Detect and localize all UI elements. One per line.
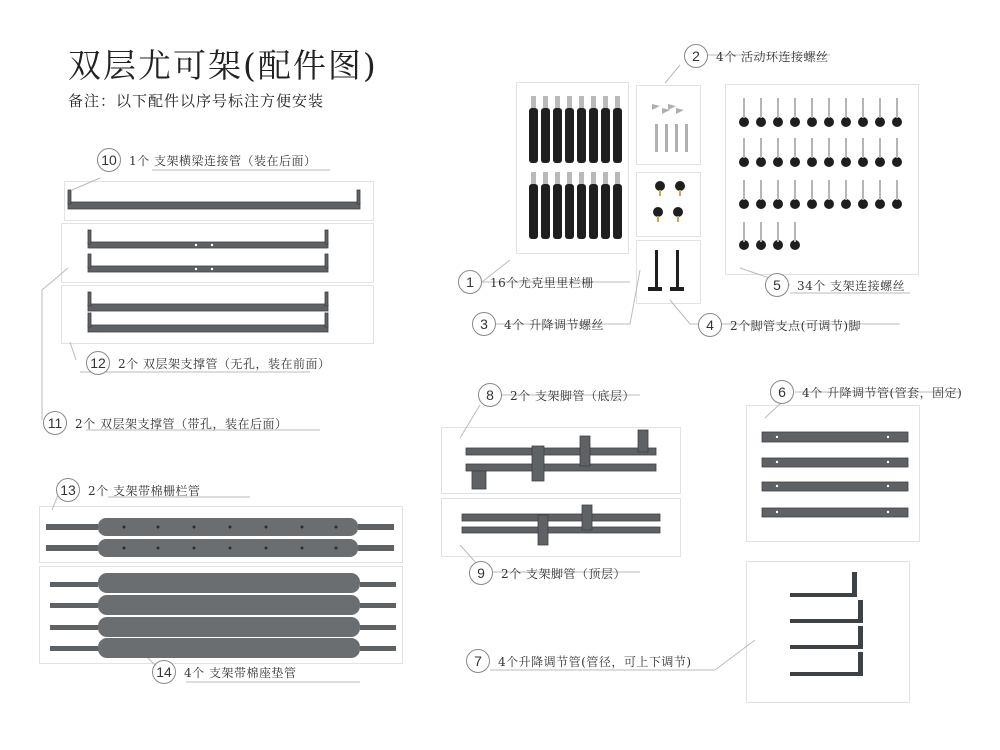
part-number-badge: 13 <box>56 478 80 502</box>
photo-part-5 <box>725 84 919 275</box>
page-subtitle: 备注：以下配件以序号标注方便安装 <box>68 92 325 110</box>
part-description: 16个尤克里里栏栅 <box>490 275 594 290</box>
part-description: 4个升降调节管(管径，可上下调节) <box>498 654 692 669</box>
photo-part-9 <box>441 498 681 557</box>
part-number-badge: 4 <box>698 313 722 337</box>
part-description: 2个 支架脚管（顶层） <box>501 566 626 581</box>
photo-part-8 <box>441 427 681 494</box>
part-description: 1个 支架横梁连接管（装在后面） <box>129 153 317 168</box>
part-number-badge: 5 <box>765 273 789 297</box>
photo-part-3 <box>636 172 701 237</box>
part-number-badge: 1 <box>458 270 482 294</box>
part-number-badge: 9 <box>469 561 493 585</box>
photo-part-12 <box>61 285 374 344</box>
part-label-6 <box>770 380 962 404</box>
part-number-badge: 11 <box>43 411 67 435</box>
page-title: 双层尤可架(配件图) <box>68 46 378 85</box>
part-label-11 <box>43 411 287 435</box>
part-description: 4个 升降调节螺丝 <box>504 317 604 332</box>
part-label-2 <box>684 44 828 68</box>
photo-part-6 <box>746 405 920 542</box>
part-label-4 <box>698 313 861 337</box>
part-label-5 <box>765 273 905 297</box>
part-label-12 <box>86 351 330 375</box>
part-description: 4个 升降调节管(管套，固定) <box>802 385 963 400</box>
part-number-badge: 8 <box>478 383 502 407</box>
photo-part-7 <box>746 561 910 703</box>
part-label-10 <box>97 148 316 172</box>
photo-part-4 <box>636 240 701 304</box>
part-description: 4个 支架带棉座垫管 <box>184 665 297 680</box>
part-description: 34个 支架连接螺丝 <box>797 278 906 293</box>
part-label-14 <box>152 660 296 684</box>
part-label-9 <box>469 561 626 585</box>
part-number-badge: 6 <box>770 380 794 404</box>
part-number-badge: 10 <box>97 148 121 172</box>
part-description: 2个 双层架支撑管（带孔，装在后面） <box>75 416 288 431</box>
part-label-1 <box>458 270 594 294</box>
photo-part-2 <box>636 85 701 165</box>
part-description: 2个 双层架支撑管（无孔，装在前面） <box>118 356 331 371</box>
photo-part-1 <box>516 82 629 254</box>
part-number-badge: 3 <box>472 312 496 336</box>
photo-part-14 <box>39 566 403 664</box>
part-number-badge: 7 <box>466 649 490 673</box>
part-description: 4个 活动环连接螺丝 <box>716 49 829 64</box>
part-label-13 <box>56 478 200 502</box>
part-number-badge: 2 <box>684 44 708 68</box>
part-number-badge: 12 <box>86 351 110 375</box>
part-description: 2个 支架脚管（底层） <box>510 388 635 403</box>
photo-part-11 <box>61 223 374 283</box>
part-label-8 <box>478 383 635 407</box>
part-number-badge: 14 <box>152 660 176 684</box>
photo-part-10 <box>64 181 374 221</box>
part-label-3 <box>472 312 604 336</box>
part-description: 2个 支架带棉栅栏管 <box>88 483 201 498</box>
part-description: 2个脚管支点(可调节)脚 <box>730 318 861 333</box>
part-label-7 <box>466 649 692 673</box>
photo-part-13 <box>39 506 403 563</box>
